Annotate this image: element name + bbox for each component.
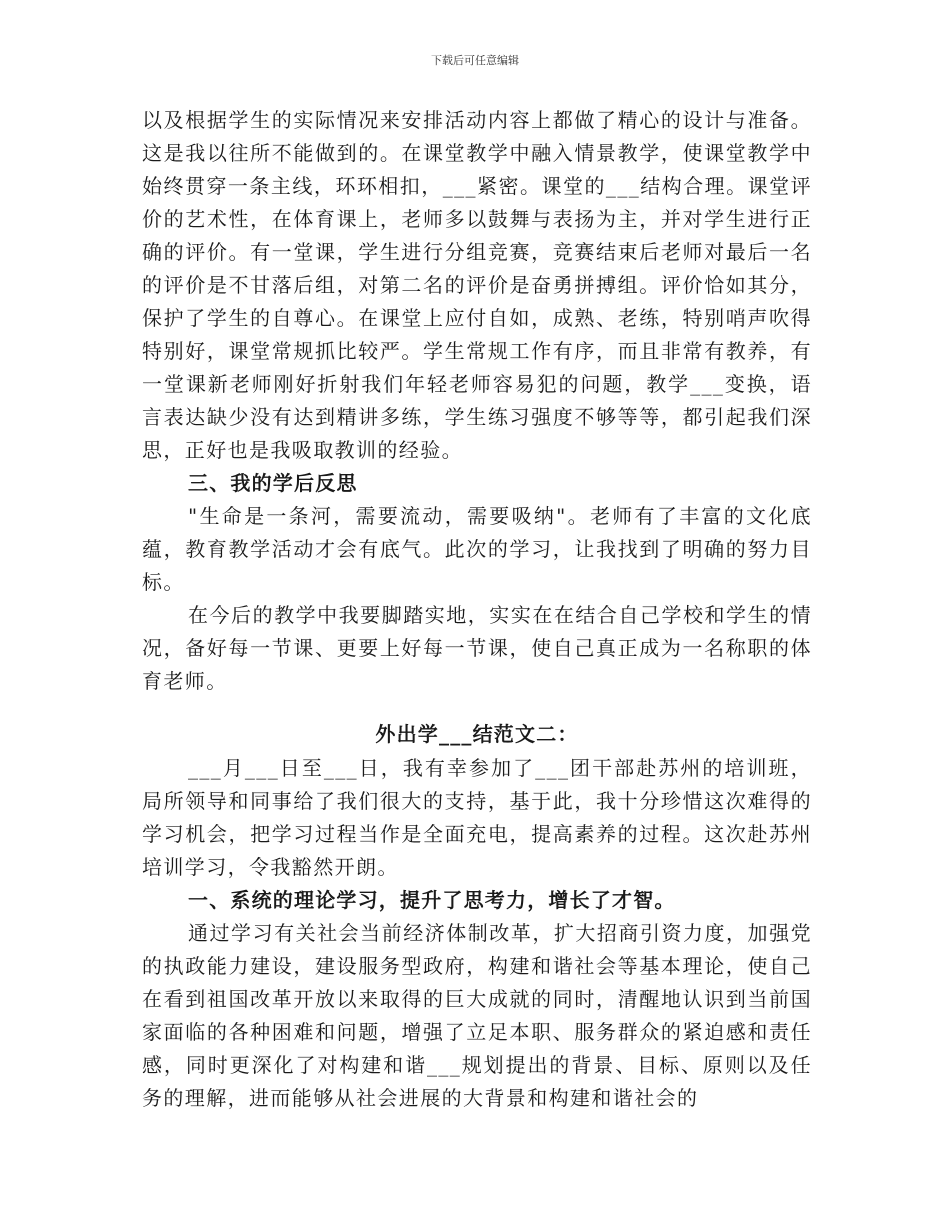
document-body	[142, 104, 812, 1115]
paragraph-suzhou-training: ___月___日至___日，我有幸参加了___团干部赴苏州的培训班，局所领导和同事给了我们很大的支持，基于此，我十分珍惜这次难得的学习机会，把学习过程当作是全面充电，提高素养的过程。这次赴苏州培训学习，令我豁然开朗。	[142, 756, 812, 879]
paragraph-future-teaching: 在今后的教学中我要脚踏实地，实实在在结合自己学校和学生的情况，备好每一节课、更要上好每一节课，使自己真正成为一名称职的体育老师。	[142, 603, 812, 693]
paragraph-river-quote: "生命是一条河，需要流动，需要吸纳"。老师有了丰富的文化底蕴，教育教学活动才会有底气。此次的学习，让我找到了明确的努力目标。	[142, 504, 812, 594]
paragraph-theory-content: 通过学习有关社会当前经济体制改革，扩大招商引资力度，加强党的执政能力建设，建设服务型政府，构建和谐社会等基本理论，使自己在看到祖国改革开放以来取得的巨大成就的同时，清醒地认识到当前国家面临的各种困难和问题，增强了立足本职、服务群众的紧迫感和责任感，同时更深化了对构建和谐___规划提出的背景、目标、原则以及任务的理解，进而能够从社会进展的大背景和构建和谐社会的	[142, 921, 812, 1110]
section-title-sample-two: 外出学___结范文二：	[375, 722, 579, 746]
heading-reflection: 三、我的学后反思	[188, 471, 358, 495]
page-header: 下载后可任意编辑	[431, 54, 519, 67]
heading-theory-study: 一、系统的理论学习，提升了思考力，增长了才智。	[188, 888, 676, 912]
paragraph-teaching-observation: 以及根据学生的实际情况来安排活动内容上都做了精心的设计与准备。这是我以往所不能做到的。在课堂教学中融入情景教学，使课堂教学中始终贯穿一条主线，环环相扣，___紧密。课堂的___结构合理。课堂评价的艺术性，在体育课上，老师多以鼓舞与表扬为主，并对学生进行正确的评价。有一堂课，学生进行分组竞赛，竞赛结束后老师对最后一名的评价是不甘落后组，对第二名的评价是奋勇拼搏组。评价恰如其分，保护了学生的自尊心。在课堂上应付自如，成熟、老练，特别哨声吹得特别好，课堂常规抓比较严。学生常规工作有序，而且非常有教养，有一堂课新老师刚好折射我们年轻老师容易犯的问题，教学___变换，语言表达缺少没有达到精讲多练，学生练习强度不够等等，都引起我们深思，正好也是我吸取教训的经验。	[142, 108, 812, 462]
